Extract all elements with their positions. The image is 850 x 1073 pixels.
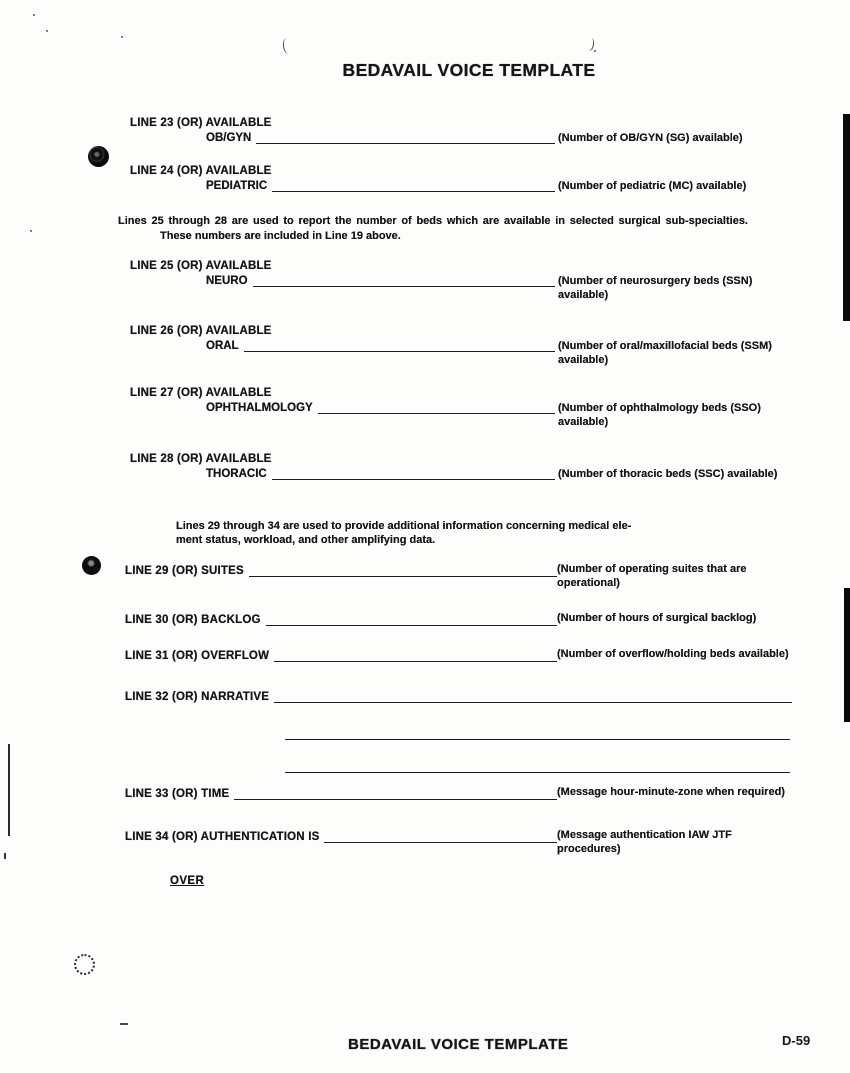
fill-in-line bbox=[318, 399, 555, 414]
specialty-label: OPHTHALMOLOGY bbox=[206, 402, 313, 414]
form-line-33 bbox=[125, 785, 792, 800]
form-line-34 bbox=[125, 828, 792, 855]
line-description: (Number of hours of surgical backlog) bbox=[557, 612, 757, 624]
scan-artifact-edge-bar bbox=[844, 588, 850, 722]
paragraph-line: ment status, workload, and other amplifying data. bbox=[176, 534, 436, 546]
line-description: (Number of thoracic beds (SSC) available) bbox=[558, 468, 778, 480]
line-label: LINE 25 (OR) AVAILABLE bbox=[130, 260, 272, 272]
fill-in-line bbox=[249, 562, 557, 577]
line-label: LINE 28 (OR) AVAILABLE bbox=[130, 453, 272, 465]
scan-artifact-ink-dot bbox=[88, 146, 109, 167]
form-line-31 bbox=[125, 647, 792, 662]
fill-in-line bbox=[234, 785, 557, 800]
scan-artifact-dotted-circle bbox=[74, 954, 95, 975]
line-description: (Number of OB/GYN (SG) available) bbox=[558, 132, 743, 144]
specialty-label: THORACIC bbox=[206, 468, 267, 480]
line-label: LINE 24 (OR) AVAILABLE bbox=[130, 165, 272, 177]
form-line-24 bbox=[130, 165, 792, 192]
narrative-continuation-line bbox=[285, 772, 790, 773]
scan-artifact-speck bbox=[33, 14, 35, 16]
form-line-28 bbox=[130, 453, 792, 480]
line-description: (Number of ophthalmology beds (SSO) available) bbox=[558, 402, 761, 428]
line-description: (Message hour-minute-zone when required) bbox=[557, 786, 785, 798]
line-label: LINE 34 (OR) AUTHENTICATION IS bbox=[125, 831, 320, 843]
scan-artifact-mark bbox=[4, 853, 6, 859]
form-line-27 bbox=[130, 387, 792, 428]
line-description: (Number of pediatric (MC) available) bbox=[558, 180, 747, 192]
line-label: LINE 26 (OR) AVAILABLE bbox=[130, 325, 272, 337]
line-description: (Number of oral/maxillofacial beds (SSM) available) bbox=[558, 340, 772, 366]
form-line-25 bbox=[130, 260, 792, 301]
footer-title: BEDAVAIL VOICE TEMPLATE bbox=[348, 1036, 569, 1053]
scan-artifact-speck bbox=[121, 36, 123, 38]
fill-in-line bbox=[274, 688, 792, 703]
line-label: LINE 32 (OR) NARRATIVE bbox=[125, 691, 270, 703]
fill-in-line bbox=[272, 177, 555, 192]
form-line-26 bbox=[130, 325, 792, 366]
line-description: (Number of operating suites that are operational) bbox=[557, 563, 747, 589]
specialty-label: OB/GYN bbox=[206, 132, 252, 144]
fill-in-line bbox=[324, 828, 557, 843]
fill-in-line bbox=[256, 129, 555, 144]
fill-in-line bbox=[272, 465, 555, 480]
line-label: LINE 30 (OR) BACKLOG bbox=[125, 614, 261, 626]
scan-artifact-speck bbox=[46, 30, 48, 32]
line-label: LINE 23 (OR) AVAILABLE bbox=[130, 117, 272, 129]
form-line-32 bbox=[125, 688, 792, 703]
line-description: (Number of neurosurgery beds (SSN) available) bbox=[558, 275, 753, 301]
fill-in-line bbox=[244, 337, 555, 352]
fill-in-line bbox=[274, 647, 557, 662]
line-label: LINE 29 (OR) SUITES bbox=[125, 565, 244, 577]
specialty-label: PEDIATRIC bbox=[206, 180, 268, 192]
scan-artifact-edge-line bbox=[8, 744, 10, 836]
fill-in-line bbox=[253, 272, 555, 287]
intro-lines-25-28: Lines 25 through 28 are used to report the number of beds which are available in selected surgical sub-specialties. These numbers are included in Line 19 above. bbox=[118, 215, 748, 242]
form-line-30 bbox=[125, 611, 792, 626]
page-number: D-59 bbox=[782, 1033, 811, 1048]
scan-artifact-ink-dot bbox=[82, 556, 101, 575]
fill-in-line bbox=[266, 611, 557, 626]
line-label: LINE 27 (OR) AVAILABLE bbox=[130, 387, 272, 399]
scan-artifact-edge-bar bbox=[843, 114, 850, 321]
over-label: OVER bbox=[170, 875, 205, 887]
page-title: BEDAVAIL VOICE TEMPLATE bbox=[342, 60, 596, 80]
scan-artifact-mark bbox=[120, 1023, 128, 1025]
intro-lines-29-34 bbox=[176, 519, 648, 547]
line-label: LINE 31 (OR) OVERFLOW bbox=[125, 650, 270, 662]
scan-artifact-speck bbox=[594, 50, 596, 52]
form-line-29 bbox=[125, 562, 792, 589]
narrative-continuation-line bbox=[285, 739, 790, 740]
form-line-23 bbox=[130, 117, 792, 144]
specialty-label: NEURO bbox=[206, 275, 248, 287]
paragraph-line: Lines 29 through 34 are used to provide additional information concerning medical ele- bbox=[176, 520, 632, 532]
line-description: (Number of overflow/holding beds available) bbox=[557, 648, 789, 660]
scan-artifact-speck bbox=[30, 230, 32, 232]
specialty-label: ORAL bbox=[206, 340, 239, 352]
scan-artifact-stray-mark bbox=[282, 37, 293, 54]
line-label: LINE 33 (OR) TIME bbox=[125, 788, 230, 800]
line-description: (Message authentication IAW JTF procedures) bbox=[557, 829, 732, 855]
